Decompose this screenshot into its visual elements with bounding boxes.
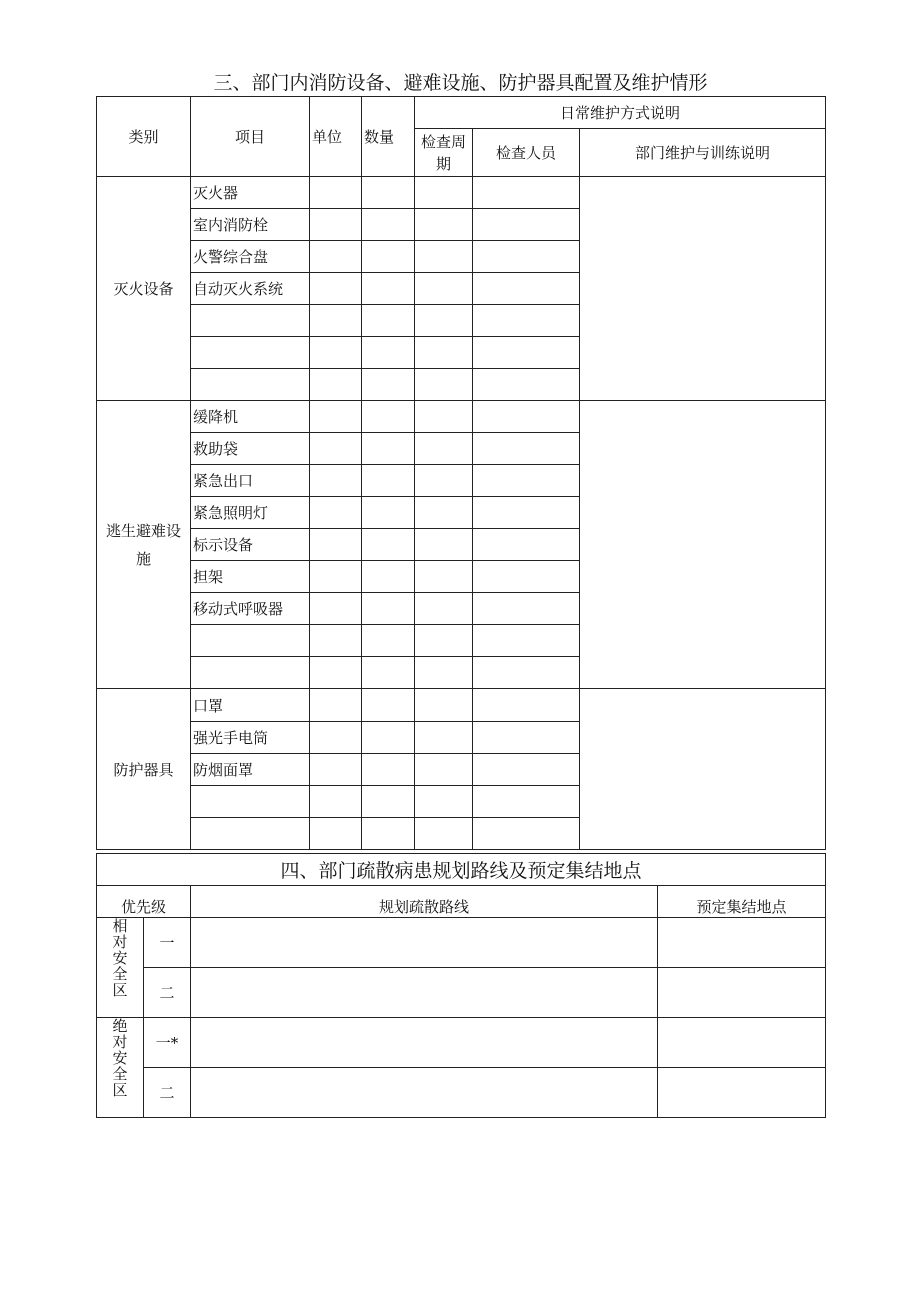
equipment-row	[97, 177, 826, 209]
inspector-cell	[473, 241, 580, 273]
unit-cell	[310, 561, 362, 593]
inspection-cycle-cell	[415, 273, 473, 305]
inspection-cycle-cell	[415, 625, 473, 657]
quantity-cell	[362, 657, 415, 689]
inspector-cell	[473, 561, 580, 593]
quantity-cell	[362, 818, 415, 850]
inspector-cell	[473, 497, 580, 529]
quantity-cell	[362, 433, 415, 465]
quantity-cell	[362, 337, 415, 369]
evacuation-row	[97, 968, 826, 1018]
category-cell: 灭火设备	[97, 177, 191, 401]
category-cell: 逃生避难设施	[97, 401, 191, 689]
unit-cell	[310, 593, 362, 625]
header-maintenance-group: 日常维护方式说明	[415, 97, 826, 129]
route-cell	[191, 968, 658, 1018]
zone-cell: 相对安全区	[97, 918, 144, 1018]
unit-cell	[310, 177, 362, 209]
item-cell	[191, 818, 310, 850]
header-inspector: 检查人员	[473, 129, 580, 177]
unit-cell	[310, 433, 362, 465]
priority-level-cell: 一	[144, 918, 191, 968]
item-cell	[191, 786, 310, 818]
quantity-cell	[362, 465, 415, 497]
priority-level-cell: 二	[144, 968, 191, 1018]
evacuation-row	[97, 918, 826, 968]
zone-cell: 绝对安全区	[97, 1018, 144, 1118]
inspector-cell	[473, 401, 580, 433]
header-unit: 单位	[310, 97, 362, 177]
inspector-cell	[473, 754, 580, 786]
equipment-table	[96, 96, 826, 850]
inspection-cycle-cell	[415, 593, 473, 625]
inspection-cycle-cell	[415, 529, 473, 561]
inspector-cell	[473, 818, 580, 850]
inspection-cycle-cell	[415, 305, 473, 337]
quantity-cell	[362, 209, 415, 241]
inspection-cycle-cell	[415, 241, 473, 273]
item-cell: 缓降机	[191, 401, 310, 433]
inspection-cycle-cell	[415, 754, 473, 786]
item-cell	[191, 369, 310, 401]
evacuation-row	[97, 1018, 826, 1068]
quantity-cell	[362, 497, 415, 529]
department-notes-cell	[580, 689, 826, 850]
equipment-table-body	[97, 97, 826, 850]
inspection-cycle-cell	[415, 209, 473, 241]
item-cell	[191, 337, 310, 369]
assembly-point-cell	[658, 1068, 826, 1118]
unit-cell	[310, 529, 362, 561]
unit-cell	[310, 657, 362, 689]
inspector-cell	[473, 209, 580, 241]
section-3-title: 三、部门内消防设备、避难设施、防护器具配置及维护情形	[213, 72, 708, 94]
header-route: 规划疏散路线	[191, 886, 658, 918]
unit-cell	[310, 305, 362, 337]
route-cell	[191, 918, 658, 968]
category-cell: 防护器具	[97, 689, 191, 850]
inspection-cycle-cell	[415, 786, 473, 818]
header-item: 项目	[191, 97, 310, 177]
unit-cell	[310, 497, 362, 529]
inspection-cycle-cell	[415, 465, 473, 497]
quantity-cell	[362, 529, 415, 561]
inspector-cell	[473, 273, 580, 305]
unit-cell	[310, 722, 362, 754]
inspection-cycle-cell	[415, 689, 473, 722]
item-cell: 防烟面罩	[191, 754, 310, 786]
unit-cell	[310, 273, 362, 305]
priority-level-cell: 二	[144, 1068, 191, 1118]
item-cell: 强光手电筒	[191, 722, 310, 754]
unit-cell	[310, 786, 362, 818]
quantity-cell	[362, 754, 415, 786]
unit-cell	[310, 337, 362, 369]
inspection-cycle-cell	[415, 177, 473, 209]
quantity-cell	[362, 305, 415, 337]
inspection-cycle-cell	[415, 401, 473, 433]
inspection-cycle-cell	[415, 497, 473, 529]
inspector-cell	[473, 369, 580, 401]
unit-cell	[310, 689, 362, 722]
inspector-cell	[473, 305, 580, 337]
quantity-cell	[362, 369, 415, 401]
section-4-title: 四、部门疏散病患规划路线及预定集结地点	[97, 854, 826, 886]
inspector-cell	[473, 625, 580, 657]
inspector-cell	[473, 657, 580, 689]
equipment-row	[97, 401, 826, 433]
department-notes-cell	[580, 401, 826, 689]
quantity-cell	[362, 273, 415, 305]
item-cell: 担架	[191, 561, 310, 593]
header-category: 类别	[97, 97, 191, 177]
item-cell: 灭火器	[191, 177, 310, 209]
unit-cell	[310, 209, 362, 241]
unit-cell	[310, 818, 362, 850]
item-cell: 口罩	[191, 689, 310, 722]
evacuation-table	[96, 853, 826, 1118]
evacuation-table-body	[97, 854, 826, 1118]
item-cell	[191, 305, 310, 337]
unit-cell	[310, 369, 362, 401]
route-cell	[191, 1068, 658, 1118]
item-cell: 自动灭火系统	[191, 273, 310, 305]
priority-level-cell: 一*	[144, 1018, 191, 1068]
item-cell: 紧急出口	[191, 465, 310, 497]
inspector-cell	[473, 337, 580, 369]
header-department-notes: 部门维护与训练说明	[580, 129, 826, 177]
inspection-cycle-cell	[415, 369, 473, 401]
inspector-cell	[473, 722, 580, 754]
item-cell	[191, 625, 310, 657]
inspection-cycle-cell	[415, 337, 473, 369]
inspector-cell	[473, 786, 580, 818]
item-cell: 移动式呼吸器	[191, 593, 310, 625]
inspector-cell	[473, 465, 580, 497]
quantity-cell	[362, 593, 415, 625]
item-cell: 火警综合盘	[191, 241, 310, 273]
quantity-cell	[362, 689, 415, 722]
quantity-cell	[362, 401, 415, 433]
unit-cell	[310, 465, 362, 497]
quantity-cell	[362, 625, 415, 657]
inspector-cell	[473, 689, 580, 722]
header-quantity: 数量	[362, 97, 415, 177]
inspection-cycle-cell	[415, 818, 473, 850]
header-priority: 优先级	[97, 886, 191, 918]
inspector-cell	[473, 593, 580, 625]
quantity-cell	[362, 241, 415, 273]
item-cell: 标示设备	[191, 529, 310, 561]
evacuation-row	[97, 1068, 826, 1118]
unit-cell	[310, 625, 362, 657]
department-notes-cell	[580, 177, 826, 401]
unit-cell	[310, 401, 362, 433]
assembly-point-cell	[658, 918, 826, 968]
header-inspection-cycle: 检查周期	[415, 129, 473, 177]
equipment-row	[97, 689, 826, 722]
item-cell: 救助袋	[191, 433, 310, 465]
inspection-cycle-cell	[415, 433, 473, 465]
quantity-cell	[362, 722, 415, 754]
item-cell	[191, 657, 310, 689]
unit-cell	[310, 754, 362, 786]
inspection-cycle-cell	[415, 657, 473, 689]
inspector-cell	[473, 529, 580, 561]
inspection-cycle-cell	[415, 561, 473, 593]
assembly-point-cell	[658, 968, 826, 1018]
item-cell: 紧急照明灯	[191, 497, 310, 529]
inspector-cell	[473, 433, 580, 465]
header-assembly-point: 预定集结地点	[658, 886, 826, 918]
unit-cell	[310, 241, 362, 273]
quantity-cell	[362, 177, 415, 209]
assembly-point-cell	[658, 1018, 826, 1068]
quantity-cell	[362, 786, 415, 818]
route-cell	[191, 1018, 658, 1068]
quantity-cell	[362, 561, 415, 593]
inspection-cycle-cell	[415, 722, 473, 754]
item-cell: 室内消防栓	[191, 209, 310, 241]
inspector-cell	[473, 177, 580, 209]
